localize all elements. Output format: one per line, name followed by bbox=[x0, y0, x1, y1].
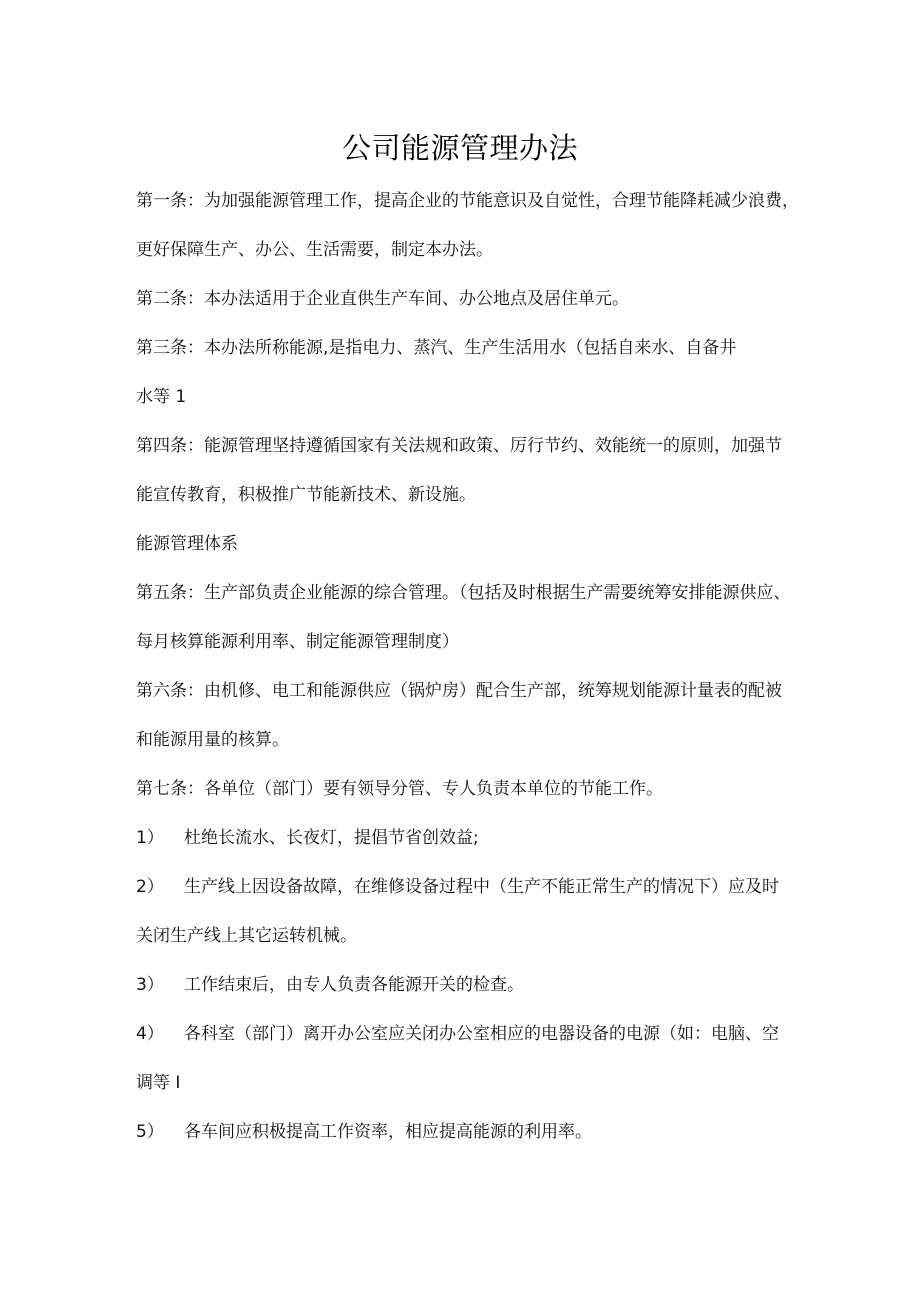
list-item bbox=[136, 1119, 816, 1145]
list-item bbox=[136, 825, 816, 851]
list-item-number: 4） bbox=[136, 1024, 164, 1044]
article-1-line-1: 第一条：为加强能源管理工作，提高企业的节能意识及自觉性，合理节能降耗减少浪费， bbox=[136, 191, 799, 211]
list-item-text: 各科室（部门）离开办公室应关闭办公室相应的电器设备的电源（如：电脑、空 bbox=[184, 1024, 779, 1044]
list-item-text: 杜绝长流水、长夜灯，提倡节省创效益; bbox=[184, 828, 479, 848]
article-6-line-2: 和能源用量的核算。 bbox=[136, 730, 289, 750]
article-7-line: 第七条：各单位（部门）要有领导分管、专人负责本单位的节能工作。 bbox=[136, 779, 663, 799]
article-4-line-1: 第四条：能源管理坚持遵循国家有关法规和政策、厉行节约、效能统一的原则，加强节 bbox=[136, 436, 782, 456]
list-item bbox=[136, 874, 816, 900]
list-item-continuation: 调等 I bbox=[136, 1073, 181, 1093]
article-4-line-2: 能宣传教育，积极推广节能新技术、新设施。 bbox=[136, 485, 476, 505]
article-2-line: 第二条：本办法适用于企业直供生产车间、办公地点及居住单元。 bbox=[136, 289, 629, 309]
list-item-continuation: 关闭生产线上其它运转机械。 bbox=[136, 926, 357, 946]
list-item bbox=[136, 972, 816, 998]
article-3-line-1: 第三条：本办法所称能源,是指电力、蒸汽、生产生活用水（包括自来水、自备井 bbox=[136, 338, 737, 358]
section-heading: 能源管理体系 bbox=[136, 534, 238, 554]
article-5-line-2: 每月核算能源利用率、制定能源管理制度） bbox=[136, 632, 459, 652]
list-item-number: 5） bbox=[136, 1122, 164, 1142]
list-item bbox=[136, 1021, 816, 1047]
list-item-text: 各车间应积极提高工作资率，相应提高能源的利用率。 bbox=[184, 1122, 592, 1142]
document-title: 公司能源管理办法 bbox=[341, 131, 578, 165]
article-1-line-2: 更好保障生产、办公、生活需要，制定本办法。 bbox=[136, 240, 493, 260]
article-5-line-1: 第五条：生产部负责企业能源的综合管理。（包括及时根据生产需要统筹安排能源供应、 bbox=[136, 583, 791, 603]
list-item-number: 3） bbox=[136, 975, 164, 995]
list-item-number: 2） bbox=[136, 877, 164, 897]
list-item-text: 工作结束后，由专人负责各能源开关的检查。 bbox=[184, 975, 524, 995]
article-3-line-2: 水等 1 bbox=[136, 387, 187, 407]
article-6-line-1: 第六条：由机修、电工和能源供应（锅炉房）配合生产部，统筹规划能源计量表的配被 bbox=[136, 681, 782, 701]
list-item-text: 生产线上因设备故障，在维修设备过程中（生产不能正常生产的情况下）应及时 bbox=[184, 877, 779, 897]
list-item-number: 1） bbox=[136, 828, 164, 848]
